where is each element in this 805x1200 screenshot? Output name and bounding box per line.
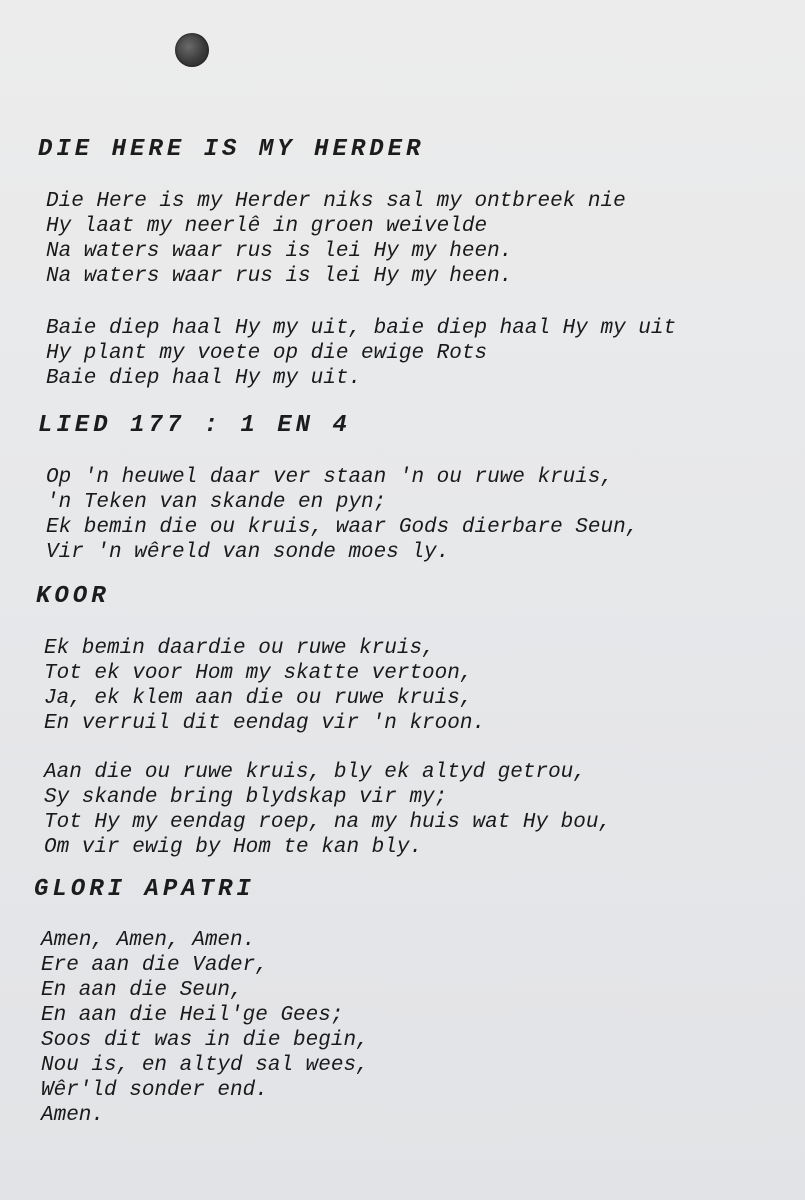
stanza [44, 760, 611, 860]
lyric-line: Ek bemin die ou kruis, waar Gods dierbare Seun, [46, 516, 639, 539]
lyric-line: Hy laat my neerlê in groen weivelde [46, 215, 488, 238]
lyric-line: Ja, ek klem aan die ou ruwe kruis, [44, 687, 473, 710]
lyric-line: Amen. [41, 1104, 105, 1127]
lyric-line: Ere aan die Vader, [41, 954, 268, 977]
stanza [46, 465, 638, 565]
section-heading: KOOR [36, 583, 110, 610]
lyric-line: Op 'n heuwel daar ver staan 'n ou ruwe kruis, [46, 466, 614, 489]
section-heading: DIE HERE IS MY HERDER [38, 136, 425, 163]
lyric-line: En aan die Seun, [41, 979, 243, 1002]
lyric-line: Baie diep haal Hy my uit, baie diep haal Hy my uit [46, 317, 677, 340]
stanza [46, 316, 676, 391]
lyric-line: Baie diep haal Hy my uit. [46, 367, 362, 390]
lyric-line: 'n Teken van skande en pyn; [46, 491, 387, 514]
stanza [44, 636, 485, 736]
lyric-line: Wêr'ld sonder end. [41, 1079, 268, 1102]
lyric-line: Aan die ou ruwe kruis, bly ek altyd getrou, [44, 761, 586, 784]
lyric-line: Die Here is my Herder niks sal my ontbreek nie [46, 190, 626, 213]
lyric-line: Sy skande bring blydskap vir my; [44, 786, 448, 809]
lyric-line: Ek bemin daardie ou ruwe kruis, [44, 637, 435, 660]
lyric-line: Tot Hy my eendag roep, na my huis wat Hy bou, [44, 811, 612, 834]
lyric-line: Tot ek voor Hom my skatte vertoon, [44, 662, 473, 685]
lyric-line: Soos dit was in die begin, [41, 1029, 369, 1052]
stanza [41, 928, 369, 1128]
lyric-line: Om vir ewig by Hom te kan bly. [44, 836, 423, 859]
stanza [46, 189, 626, 289]
lyric-line: Hy plant my voete op die ewige Rots [46, 342, 488, 365]
lyric-line: Na waters waar rus is lei Hy my heen. [46, 265, 513, 288]
lyric-line: Amen, Amen, Amen. [41, 929, 256, 952]
lyric-line: Nou is, en altyd sal wees, [41, 1054, 369, 1077]
lyric-line: Na waters waar rus is lei Hy my heen. [46, 240, 513, 263]
lyric-line: Vir 'n wêreld van sonde moes ly. [46, 541, 450, 564]
section-heading: LIED 177 : 1 EN 4 [38, 412, 351, 439]
section-heading: GLORI APATRI [34, 876, 255, 903]
lyric-line: En aan die Heil'ge Gees; [41, 1004, 344, 1027]
lyric-line: En verruil dit eendag vir 'n kroon. [44, 712, 486, 735]
